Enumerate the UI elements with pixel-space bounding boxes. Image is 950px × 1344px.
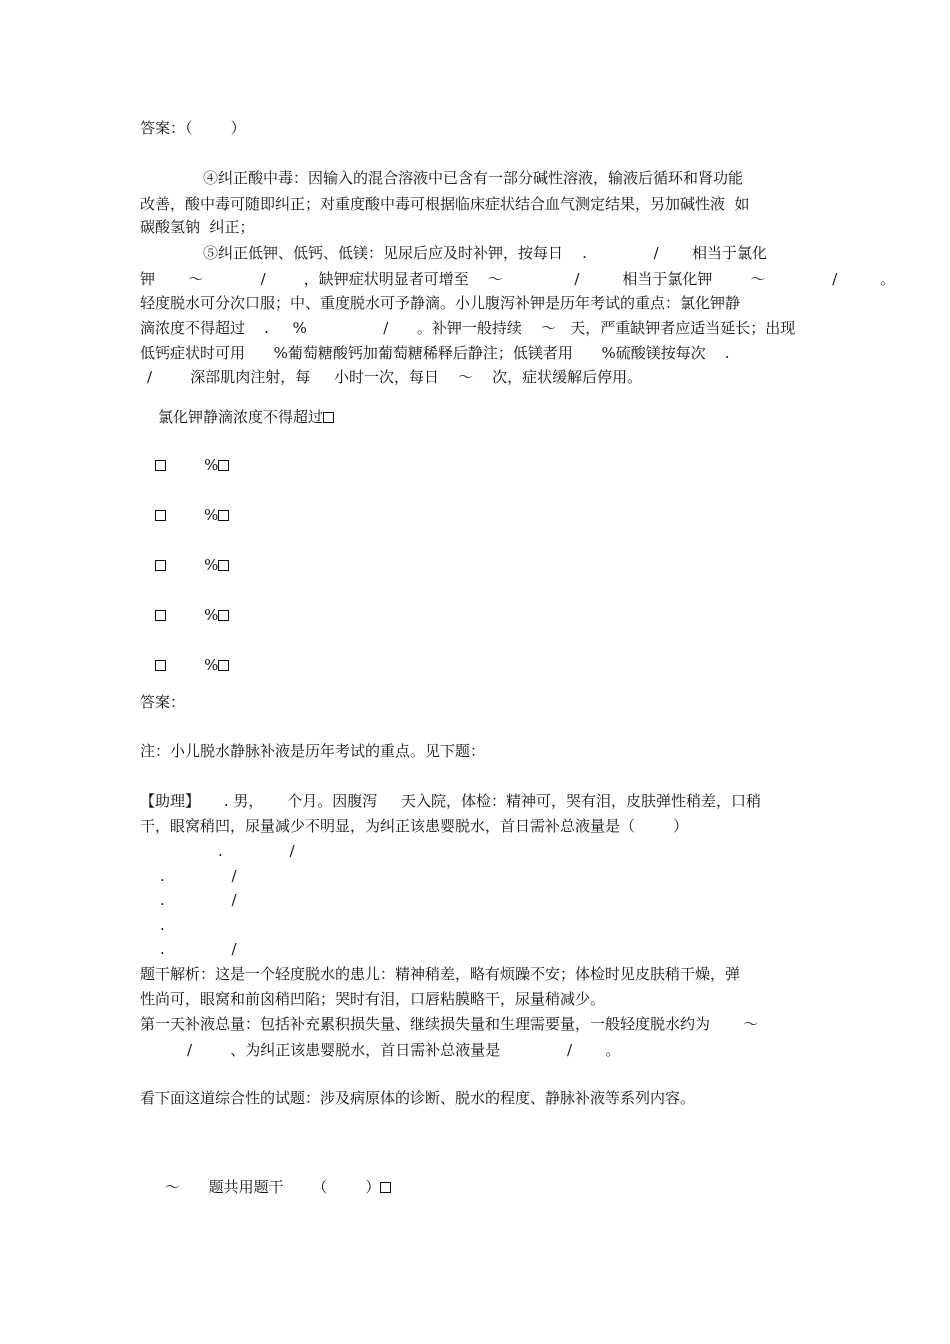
checkbox-icon[interactable]: [155, 460, 166, 471]
fluid-total-2: / 、为纠正该患婴脱水，首日需补总液量是 / 。: [187, 1041, 621, 1059]
case-question-2: 干，眼窝稍凹，尿量减少不明显，为纠正该患婴脱水，首日需补总液量是（ ）: [140, 817, 689, 835]
comprehensive-intro: 看下面这道综合性的试题：涉及病原体的诊断、脱水的程度、静脉补液等系列内容。: [140, 1089, 696, 1107]
para-acidosis-3: 碳酸氢钠 纠正；: [140, 218, 255, 236]
answer-line-1: 答案：（ ）: [140, 119, 246, 137]
para-acidosis-2: 改善，酸中毒可随即纠正；对重度酸中毒可根据临床症状结合血气测定结果，另加碱性液 如: [140, 195, 750, 213]
checkbox-icon: [323, 412, 334, 423]
para-potassium-3: 轻度脱水可分次口服；中、重度脱水可予静滴。小儿腹泻补钾是历年考试的重点：氯化钾静: [140, 294, 741, 312]
checkbox-icon: [218, 660, 229, 671]
fluid-total-1: 第一天补液总量：包括补充累积损失量、继续损失量和生理需要量，一般轻度脱水约为 ～: [140, 1015, 759, 1033]
shared-stem-header: ～ 题共用题干 （ ）: [165, 1177, 391, 1197]
para-potassium-6: / 深部肌肉注射，每 小时一次，每日 ～ 次，症状缓解后停用。: [147, 368, 643, 386]
case-option[interactable]: .: [160, 916, 165, 934]
checkbox-icon: [380, 1182, 391, 1193]
checkbox-icon[interactable]: [155, 560, 166, 571]
checkbox-icon: [218, 460, 229, 471]
para-potassium-2: 钾 ～ / ，缺钾症状明显者可增至 ～ / 相当于氯化钾 ～ / 。: [140, 270, 896, 288]
case-option[interactable]: . /: [160, 940, 237, 958]
checkbox-icon[interactable]: [155, 660, 166, 671]
checkbox-icon: [218, 610, 229, 621]
para-potassium-1: ⑤纠正低钾、低钙、低镁：见尿后应及时补钾，按每日 . / 相当于氯化: [203, 244, 768, 262]
para-potassium-5: 低钙症状时可用 %葡萄糖酸钙加葡萄糖稀释后静注；低镁者用 %硫酸镁按每次 .: [140, 344, 730, 362]
answer-line-2: 答案：: [140, 693, 186, 711]
option-row[interactable]: %: [155, 505, 229, 525]
case-option[interactable]: . /: [218, 842, 295, 860]
note-line: 注：小儿脱水静脉补液是历年考试的重点。见下题：: [140, 742, 486, 760]
case-option[interactable]: . /: [160, 891, 237, 909]
checkbox-icon[interactable]: [155, 510, 166, 521]
option-row[interactable]: %: [155, 605, 229, 625]
case-question-1: 【助理】 . 男， 个月。因腹泻 天入院，体检：精神可，哭有泪，皮肤弹性稍差，口稍: [140, 792, 762, 810]
checkbox-icon: [218, 560, 229, 571]
option-row[interactable]: %: [155, 655, 229, 675]
analysis-1: 题干解析：这是一个轻度脱水的患儿：精神稍差，略有烦躁不安；体检时见皮肤稍干燥，弹: [140, 965, 741, 983]
para-potassium-4: 滴浓度不得超过 . % / 。补钾一般持续 ～ 天，严重缺钾者应适当延长；出现: [140, 319, 796, 337]
option-row[interactable]: %: [155, 455, 229, 475]
option-row[interactable]: %: [155, 555, 229, 575]
question-stem: 氯化钾静滴浓度不得超过: [158, 407, 334, 427]
case-option[interactable]: . /: [160, 867, 237, 885]
analysis-2: 性尚可，眼窝和前囟稍凹陷；哭时有泪，口唇粘膜略干，尿量稍减少。: [140, 990, 606, 1008]
para-acidosis-1: ④纠正酸中毒：因输入的混合溶液中已含有一部分碱性溶液，输液后循环和肾功能: [203, 169, 744, 187]
checkbox-icon[interactable]: [155, 610, 166, 621]
checkbox-icon: [218, 510, 229, 521]
